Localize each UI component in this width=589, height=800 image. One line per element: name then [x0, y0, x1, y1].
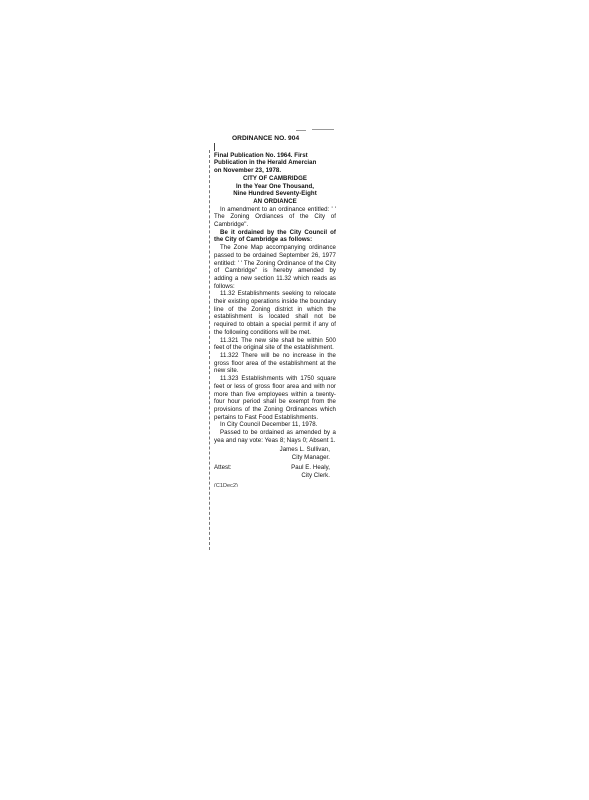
zone-map-paragraph: The Zone Map accompanying ordinance passed to be ordained September 26, 1977 entitled: ' ' The Zoning Ordinance of the City of Cambridge" is hereby amended by adding a new section 11.32 which reads as follows:: [214, 244, 336, 290]
ordained-paragraph: Be it ordained by the City Council of the City of Cambridge as follows:: [214, 228, 336, 244]
council-date: In City Council December 11, 1978.: [220, 421, 318, 429]
section-11-32: 11.32 Establishments seeking to relocate their existing operations inside the boundary line of the Zoning district in which the establishment is located shall not be required to obtain a special permit if any of the following conditions will be met.: [214, 290, 336, 336]
manager-title: City Manager.: [291, 454, 330, 462]
attest-row: [214, 464, 336, 472]
clerk-title: City Clerk.: [301, 471, 330, 479]
section-11-322: 11.322 There will be no increase in the gross floor area of the establishment at the new site.: [214, 351, 336, 375]
footer-code: (C1Dec2): [214, 483, 238, 488]
scan-mark: [312, 129, 334, 130]
attest-label: Attest:: [214, 463, 232, 471]
section-11-323: 11.323 Establishments with 1750 square feet or less of gross floor area and with nor more than five employees within a twenty-four hour period shall be exempt from the provisions of the Zoning Ordinances which pertains to Fast Food Establishments.: [214, 375, 336, 421]
year-line-2: Nine Hundred Seventy-Eight: [233, 190, 317, 198]
intro-paragraph: In amendment to an ordinance entitled: ' ' The Zoning Ordiances of the City of Cambridge".: [214, 205, 336, 229]
ordinance-column: [214, 135, 336, 487]
scan-mark: [296, 130, 306, 131]
year-line-1: In the Year One Thousand,: [235, 182, 314, 190]
manager-name: James L. Sullivan,: [279, 446, 330, 454]
publication-line-2: Publication in the Herald Amercian: [214, 159, 317, 167]
passed-vote: Passed to be ordained as amended by a yea and nay vote: Yeas 8; Nays 0; Absent 1.: [214, 429, 336, 444]
publication-line-1: Final Publication No. 1964. First: [214, 151, 308, 159]
ordinance-heading: AN ORDIANCE: [253, 197, 297, 205]
section-11-321: 11.321 The new site shall be within 500 feet of the original site of the establishment.: [214, 336, 336, 352]
clipping-left-edge: [209, 150, 210, 550]
clerk-name: Paul E. Healy,: [291, 463, 330, 471]
ordinance-number: ORDINANCE NO. 904: [232, 135, 300, 142]
publication-line-3: on November 23, 1978.: [214, 167, 282, 175]
city-heading: CITY OF CAMBRIDGE: [242, 174, 308, 182]
